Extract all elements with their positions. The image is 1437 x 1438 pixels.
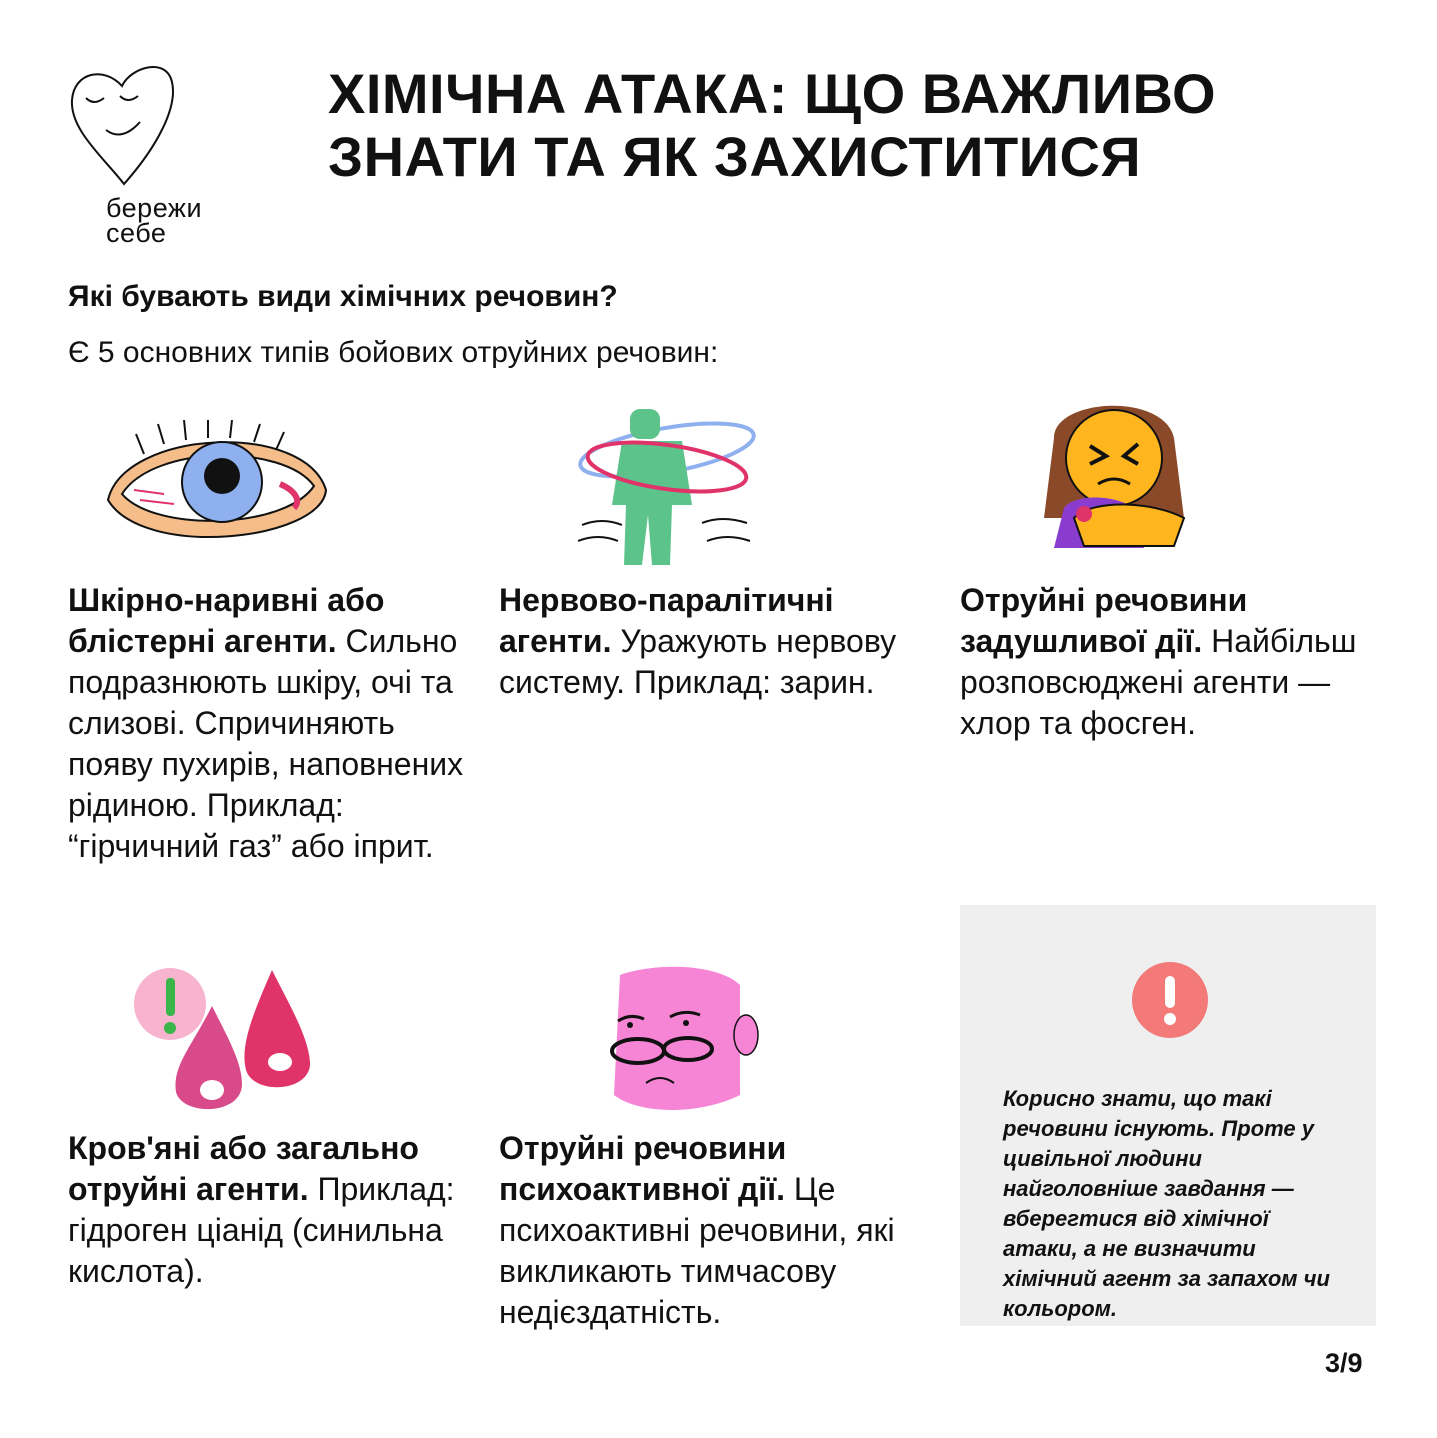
card-psychoactive-body: Це психоактивні речовини, які викликають тимчасову недієздатність.: [499, 1171, 895, 1330]
exclamation-icon: [1132, 962, 1208, 1038]
note-text: Корисно знати, що такі речовини існують. Проте у цивільної людини найголовніше завдання — вберегтися від хімічної атаки, а не визначити хімічний агент за запахом чи кольором.: [1003, 1086, 1330, 1321]
section-question: Які бувають види хімічних речовин?: [68, 280, 618, 313]
page-title: [328, 62, 1388, 188]
confused-face-icon: [600, 965, 760, 1115]
logo-line-1: бережи: [106, 193, 203, 223]
card-choking-agents: [960, 580, 1380, 744]
heart-face-icon: [64, 58, 244, 198]
card-blister-body: Сильно подразнюють шкіру, очі та слизові. Спричиняють появу пухирів, наповнених рідиною. Приклад: “гірчичний газ” або іприт.: [68, 623, 464, 864]
logo-line-2: себе: [106, 218, 167, 248]
dizzy-figure-icon: [572, 405, 762, 570]
card-psychoactive-agents: [499, 1128, 939, 1333]
card-psychoactive-heading: Отруйні речовини психоактивної дії.: [499, 1130, 787, 1207]
title-line-2: ЗНАТИ ТА ЯК ЗАХИСТИТИСЯ: [328, 125, 1142, 188]
irritated-eye-icon: [104, 420, 334, 560]
card-blister-agents: [68, 580, 468, 867]
card-nerve-body: Уражують нервову систему. Приклад: зарин.: [499, 623, 897, 700]
card-blister-heading: Шкірно-наривні або блістерні агенти.: [68, 582, 385, 659]
logo-wordmark: [106, 193, 203, 248]
card-blood-body: Приклад: гідроген ціанід (синильна кислота).: [68, 1171, 455, 1289]
page-number: 3/9: [1325, 1348, 1363, 1378]
card-blood-agents: [68, 1128, 468, 1292]
card-nerve-agents: [499, 580, 919, 703]
section-intro: Є 5 основних типів бойових отруйних речовин:: [68, 336, 719, 369]
card-choking-body: Найбільш розповсюджені агенти — хлор та фосген.: [960, 623, 1357, 741]
coughing-person-icon: [1034, 398, 1194, 558]
card-blood-heading: Кров'яні або загально отруйні агенти.: [68, 1130, 419, 1207]
blood-drops-icon: [132, 966, 317, 1116]
title-line-1: ХІМІЧНА АТАКА: ЩО ВАЖЛИВО: [328, 62, 1217, 125]
card-choking-heading: Отруйні речовини задушливої дії.: [960, 582, 1248, 659]
card-nerve-heading: Нервово-паралітичні агенти.: [499, 582, 834, 659]
